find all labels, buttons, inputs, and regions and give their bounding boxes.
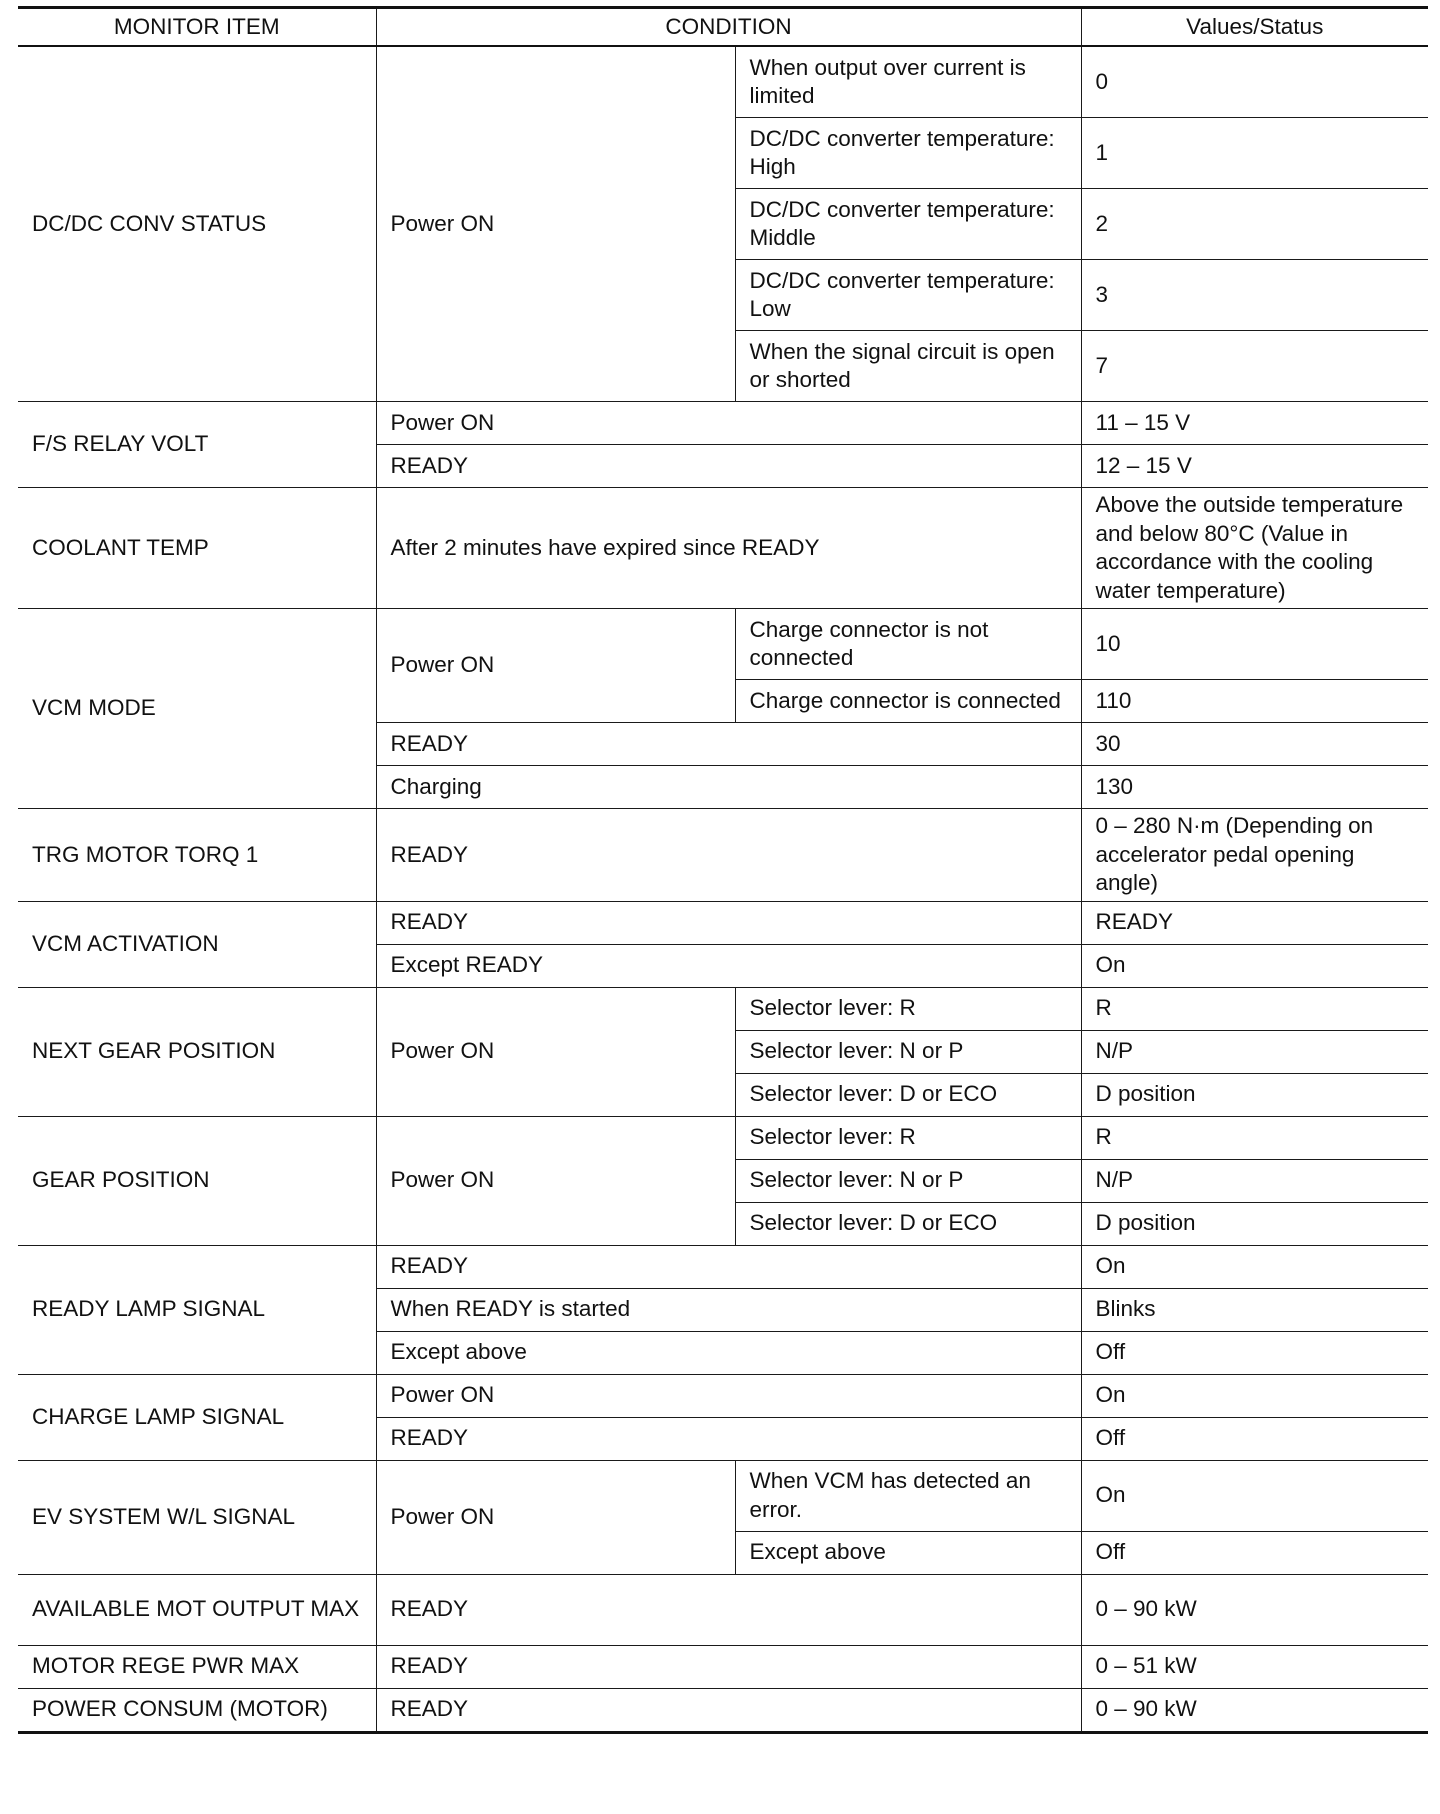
monitor-item-cell: EV SYSTEM W/L SIGNAL: [18, 1460, 376, 1574]
monitor-item-cell: READY LAMP SIGNAL: [18, 1245, 376, 1374]
value-cell: 0 – 90 kW: [1081, 1688, 1428, 1732]
condition-cell: READY: [376, 1574, 1081, 1645]
monitor-item-cell: CHARGE LAMP SIGNAL: [18, 1374, 376, 1460]
value-cell: 0 – 90 kW: [1081, 1574, 1428, 1645]
table-row: [18, 1645, 1428, 1688]
value-cell: On: [1081, 1374, 1428, 1417]
value-cell: On: [1081, 1460, 1428, 1531]
value-cell: 3: [1081, 260, 1428, 331]
monitor-item-cell: F/S RELAY VOLT: [18, 402, 376, 488]
value-cell: 0 – 51 kW: [1081, 1645, 1428, 1688]
sub-condition-cell: Selector lever: D or ECO: [735, 1202, 1081, 1245]
condition-cell: READY: [376, 809, 1081, 902]
table-row: [18, 402, 1428, 445]
value-cell: Off: [1081, 1417, 1428, 1460]
monitor-item-cell: POWER CONSUM (MOTOR): [18, 1688, 376, 1732]
header-condition: CONDITION: [376, 8, 1081, 47]
value-cell: On: [1081, 944, 1428, 987]
sub-condition-cell: DC/DC converter temperature: Low: [735, 260, 1081, 331]
condition-cell: Charging: [376, 766, 1081, 809]
condition-cell: READY: [376, 1688, 1081, 1732]
condition-cell: When READY is started: [376, 1288, 1081, 1331]
table-row: [18, 1460, 1428, 1531]
sub-condition-cell: Selector lever: R: [735, 1116, 1081, 1159]
value-cell: 0 – 280 N·m (Depending on accelerator pedal opening angle): [1081, 809, 1428, 902]
condition-cell: Power ON: [376, 1460, 735, 1574]
value-cell: 130: [1081, 766, 1428, 809]
condition-cell: READY: [376, 445, 1081, 488]
table-row: [18, 901, 1428, 944]
value-cell: On: [1081, 1245, 1428, 1288]
sub-condition-cell: Selector lever: R: [735, 987, 1081, 1030]
monitor-item-cell: MOTOR REGE PWR MAX: [18, 1645, 376, 1688]
monitor-item-cell: AVAILABLE MOT OUTPUT MAX: [18, 1574, 376, 1645]
value-cell: 2: [1081, 189, 1428, 260]
value-cell: 0: [1081, 46, 1428, 118]
value-cell: Blinks: [1081, 1288, 1428, 1331]
monitor-item-cell: VCM ACTIVATION: [18, 901, 376, 987]
condition-cell: Except READY: [376, 944, 1081, 987]
condition-cell: Power ON: [376, 987, 735, 1116]
header-row: [18, 8, 1428, 47]
condition-cell: READY: [376, 1245, 1081, 1288]
table-row: [18, 609, 1428, 680]
condition-cell: READY: [376, 1417, 1081, 1460]
monitor-item-cell: NEXT GEAR POSITION: [18, 987, 376, 1116]
sub-condition-cell: Selector lever: D or ECO: [735, 1073, 1081, 1116]
value-cell: 30: [1081, 723, 1428, 766]
condition-cell: Power ON: [376, 1374, 1081, 1417]
condition-cell: Power ON: [376, 1116, 735, 1245]
sub-condition-cell: Charge connector is not connected: [735, 609, 1081, 680]
value-cell: 7: [1081, 331, 1428, 402]
value-cell: N/P: [1081, 1030, 1428, 1073]
value-cell: D position: [1081, 1202, 1428, 1245]
condition-cell: READY: [376, 1645, 1081, 1688]
table-row: [18, 1688, 1428, 1732]
sub-condition-cell: Charge connector is connected: [735, 680, 1081, 723]
monitor-item-cell: COOLANT TEMP: [18, 488, 376, 609]
value-cell: 110: [1081, 680, 1428, 723]
value-cell: READY: [1081, 901, 1428, 944]
table-row: [18, 1374, 1428, 1417]
sub-condition-cell: When the signal circuit is open or shorted: [735, 331, 1081, 402]
header-values-status: Values/Status: [1081, 8, 1428, 47]
monitor-item-cell: DC/DC CONV STATUS: [18, 46, 376, 402]
monitor-item-cell: TRG MOTOR TORQ 1: [18, 809, 376, 902]
value-cell: Off: [1081, 1531, 1428, 1574]
header-monitor-item: MONITOR ITEM: [18, 8, 376, 47]
value-cell: Off: [1081, 1331, 1428, 1374]
condition-cell: Power ON: [376, 609, 735, 723]
value-cell: 11 – 15 V: [1081, 402, 1428, 445]
monitor-item-cell: GEAR POSITION: [18, 1116, 376, 1245]
condition-cell: Power ON: [376, 402, 1081, 445]
value-cell: D position: [1081, 1073, 1428, 1116]
monitor-item-cell: VCM MODE: [18, 609, 376, 809]
condition-cell: READY: [376, 723, 1081, 766]
table-row: [18, 1245, 1428, 1288]
value-cell: Above the outside temperature and below 80°C (Value in accordance with the cooling water temperature): [1081, 488, 1428, 609]
value-cell: 12 – 15 V: [1081, 445, 1428, 488]
condition-cell: READY: [376, 901, 1081, 944]
value-cell: R: [1081, 987, 1428, 1030]
table-row: [18, 488, 1428, 609]
condition-cell: Power ON: [376, 46, 735, 402]
condition-cell: After 2 minutes have expired since READY: [376, 488, 1081, 609]
sub-condition-cell: Except above: [735, 1531, 1081, 1574]
sub-condition-cell: DC/DC converter temperature: Middle: [735, 189, 1081, 260]
sub-condition-cell: When VCM has detected an error.: [735, 1460, 1081, 1531]
value-cell: 1: [1081, 118, 1428, 189]
table-row: [18, 809, 1428, 902]
monitor-data-table: [18, 6, 1428, 1734]
table-row: [18, 46, 1428, 118]
condition-cell: Except above: [376, 1331, 1081, 1374]
table-body: [18, 46, 1428, 1732]
sub-condition-cell: DC/DC converter temperature: High: [735, 118, 1081, 189]
value-cell: R: [1081, 1116, 1428, 1159]
sub-condition-cell: Selector lever: N or P: [735, 1159, 1081, 1202]
sub-condition-cell: When output over current is limited: [735, 46, 1081, 118]
table-row: [18, 1116, 1428, 1159]
table-header: [18, 8, 1428, 47]
sub-condition-cell: Selector lever: N or P: [735, 1030, 1081, 1073]
value-cell: 10: [1081, 609, 1428, 680]
value-cell: N/P: [1081, 1159, 1428, 1202]
table-row: [18, 987, 1428, 1030]
table-row: [18, 1574, 1428, 1645]
